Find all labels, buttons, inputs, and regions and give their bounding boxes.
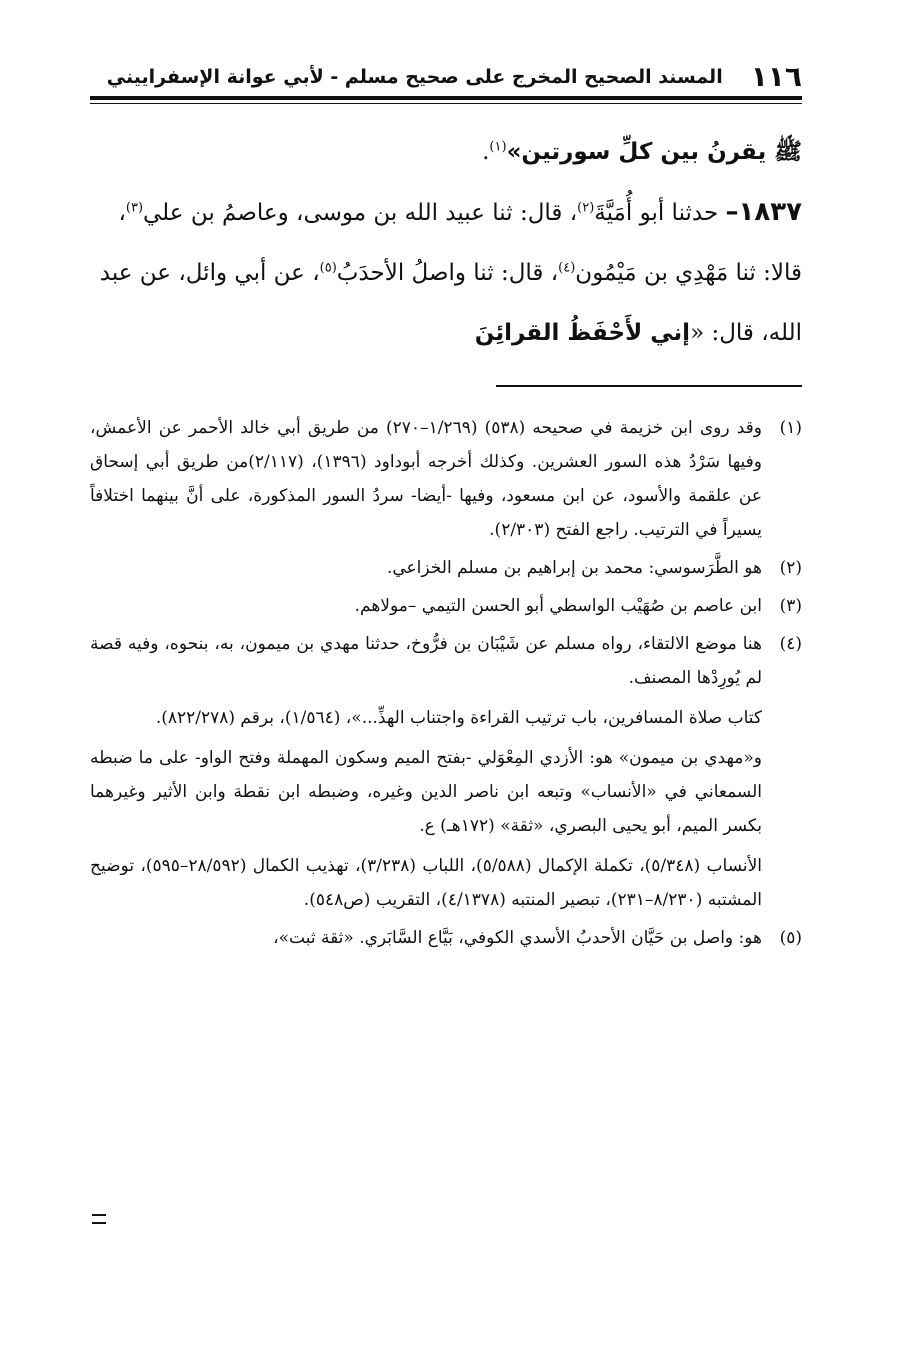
footnote-paragraph: كتاب صلاة المسافرين، باب ترتيب القراءة واجتناب الهذِّ...»، (١/٥٦٤)، برقم (٨٢٢/٢٧٨). [155,708,762,728]
footnote-ref-3: (٣) [125,200,144,216]
footnote-marker: (٣) [779,596,802,616]
footnote-ref-4: (٤) [558,260,576,276]
main-text [90,122,802,363]
footnote-paragraph: هو: واصل بن حَيَّان الأحدبُ الأسدي الكوفي، بَيَّاع السَّابَري. «ثقة ثبت»، [273,928,762,948]
footnote-ref-1: (١) [489,139,507,155]
hadith-text-1: حدثنا أبو أُمَيَّةَ [594,200,726,226]
hadith-paragraph [90,182,802,363]
page-number: ١١٦ [750,60,802,93]
hadith-text-2: ، قال: ثنا عبيد الله بن موسى، وعاصمُ بن علي [143,200,578,226]
footnote-1 [90,411,802,547]
hadith-bold-end: إني لأَحْفَظُ القرائِنَ [474,320,691,346]
footnote-3 [90,589,802,623]
footnote-separator [496,385,802,387]
footnote-paragraph: وقد روى ابن خزيمة في صحيحه (٥٣٨) (١/٢٦٩–٢٧٠) من طريق أبي خالد الأحمر عن الأعمش، وفيها سَرْدُ هذه السور العشرين. وكذلك أخرجه أبوداود (١٣٩٦)، (٢/١١٧)من طريق أبي إسحاق عن علقمة والأسود، عن ابن مسعود، وفيها -أيضا- سردُ السور المذكورة، على أنَّ بينهما اختلافاً يسيراً في الترتيب. راجع الفتح (٢/٣٠٣). [90,418,762,540]
footnote-body [90,627,762,917]
hadith-text-5: ، عن أبي وائل، عن عبد الله، قال: « [99,260,802,346]
footnote-5 [90,921,802,955]
footnote-ref-2: (٢) [577,200,595,216]
footnote-body [90,411,762,547]
continuation-bold: ﷺ يقرنُ بين كلِّ سورتين» [506,139,802,165]
footnotes [90,411,802,955]
footnote-marker: (١) [779,418,802,438]
header-rule-thick [90,96,802,100]
footnote-marker: (٥) [779,928,802,948]
footnote-body [90,551,762,585]
footnote-paragraph: و«مهدي بن ميمون» هو: الأزدي المِعْوَلي -بفتح الميم وسكون المهملة وفتح الواو- على ما ضبطه السمعاني في «الأنساب» وتبعه ابن ناصر الدين وغيره، وضبطه ابن نقطة وابن الأثير وغيرهما بكسر الميم، أبو يحيى البصري، «ثقة» (١٧٢هـ) ع. [90,748,762,836]
header-rule-thin [90,103,802,104]
footnote-paragraph: هو الطَّرَسوسي: محمد بن إبراهيم بن مسلم الخزاعي. [386,558,762,578]
footnote-body [90,589,762,623]
footnote-marker: (٤) [779,634,802,654]
footnote-4 [90,627,802,917]
running-title: المسند الصحيح المخرج على صحيح مسلم - لأبي عوانة الإسفراييني [106,66,723,88]
hadith-number: ١٨٣٧– [725,197,802,227]
footnote-paragraph: هنا موضع الالتقاء، رواه مسلم عن شَيْبَان بن فرُّوخ، حدثنا مهدي بن ميمون، به، بنحوه، وفيه قصة لم يُورِدْها المصنف. [90,634,762,688]
footnote-paragraph: الأنساب (٥/٣٤٨)، تكملة الإكمال (٥/٥٨٨)، اللباب (٣/٢٣٨)، تهذيب الكمال (٢٨/٥٩٢–٥٩٥)، توضيح المشتبه (٨/٢٣٠–٢٣١)، تبصير المنتبه (٤/١٣٧٨)، التقريب (ص٥٤٨). [90,856,763,910]
continuation-line [90,122,802,182]
continuation-end: . [482,139,490,165]
footnote-2 [90,551,802,585]
footnote-ref-5: (٥) [319,260,337,276]
continuation-mark [92,1214,106,1224]
footnote-marker: (٢) [779,558,802,578]
hadith-text-4: ، قال: ثنا واصلُ الأحدَبُ [336,260,559,286]
footnote-body [90,921,762,955]
page-header [90,56,802,94]
hadith-text-3: ، قالا: ثنا مَهْدِي بن مَيْمُون [118,200,802,286]
book-page [90,56,802,959]
footnote-paragraph: ابن عاصم بن صُهَيْب الواسطي أبو الحسن التيمي –مولاهم. [354,596,762,616]
